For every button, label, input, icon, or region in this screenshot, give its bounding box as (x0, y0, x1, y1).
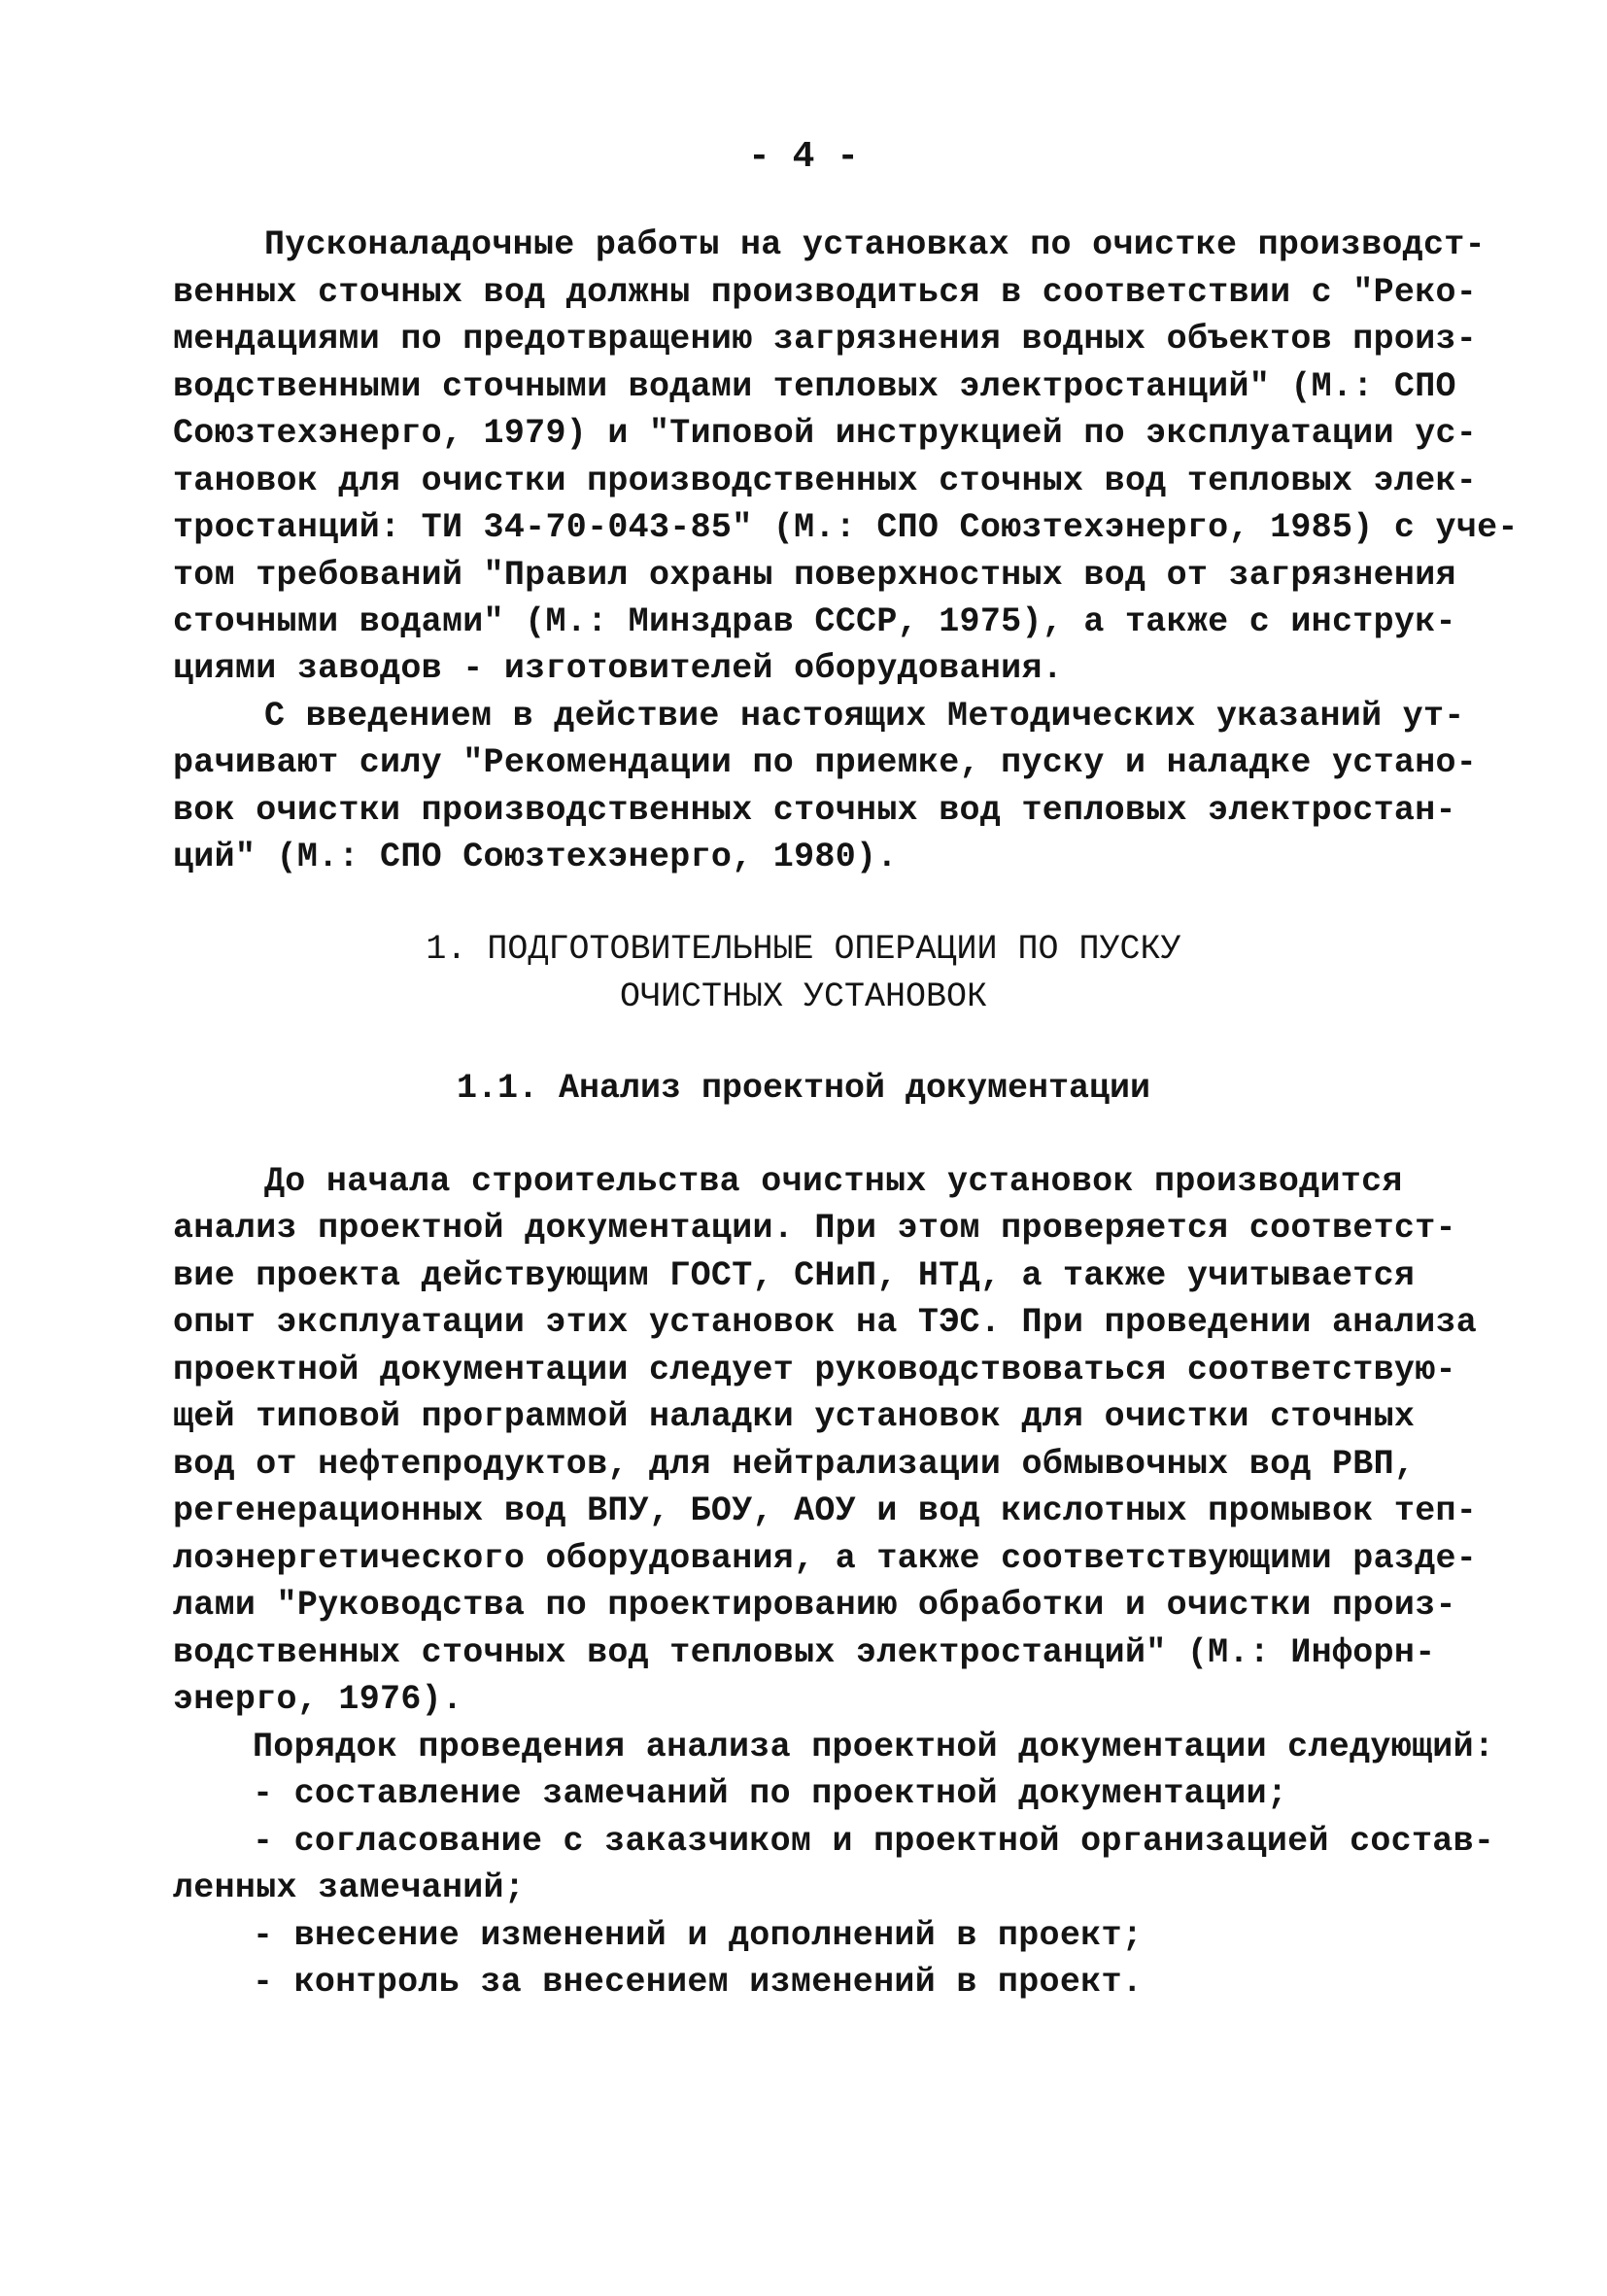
intro-line-13: вок очистки производственных сточных вод тепловых электростан- (173, 791, 1456, 830)
intro-line-3: мендациями по предотвращению загрязнения водных объектов произ- (173, 320, 1478, 359)
list-item-2: - согласование с заказчиком и проектной организацией состав- (253, 1822, 1495, 1861)
intro-line-6: тановок для очистки производственных сточных вод тепловых элек- (173, 462, 1478, 500)
intro-line-2: венных сточных вод должны производиться в соответствии с "Реко- (173, 273, 1478, 312)
page-number: - 4 - (747, 136, 860, 178)
intro-line-8: том требований "Правил охраны поверхностных вод от загрязнения (173, 556, 1456, 595)
intro-line-9: сточными водами" (М.: Минздрав СССР, 1975), а также с инструк- (173, 602, 1456, 641)
list-item-2-continued: ленных замечаний; (173, 1868, 526, 1907)
intro-line-4: водственными сточными водами тепловых электростанций" (М.: СПО (173, 367, 1456, 406)
body-line-3: вие проекта действующим ГОСТ, СНиП, НТД, а также учитывается (173, 1256, 1416, 1295)
section-heading-line-2: ОЧИСТНЫХ УСТАНОВОК (619, 977, 988, 1016)
intro-line-1: Пусконаладочные работы на установках по очистке производст- (264, 225, 1486, 264)
intro-line-14: ций" (М.: СПО Союзтехэнерго, 1980). (173, 838, 898, 876)
body-line-1: До начала строительства очистных установок производится (264, 1162, 1403, 1201)
list-item-1: - составление замечаний по проектной документации; (253, 1774, 1288, 1813)
body-line-7: вод от нефтепродуктов, для нейтрализации обмывочных вод РВП, (173, 1445, 1416, 1484)
body-line-2: анализ проектной документации. При этом проверяется соответст- (173, 1209, 1456, 1248)
list-item-3: - внесение изменений и дополнений в проект; (253, 1916, 1144, 1955)
body-line-9: лоэнергетического оборудования, а также соответствующими разде- (173, 1539, 1478, 1578)
section-heading-line-1: 1. ПОДГОТОВИТЕЛЬНЫЕ ОПЕРАЦИИ ПО ПУСКУ (426, 930, 1181, 969)
body-line-8: регенерационных вод ВПУ, БОУ, АОУ и вод кислотных промывок теп- (173, 1491, 1478, 1530)
intro-line-12: рачивают силу "Рекомендации по приемке, пуску и наладке устано- (173, 743, 1478, 782)
body-line-11: водственных сточных вод тепловых электростанций" (М.: Инфорн- (173, 1633, 1436, 1672)
body-line-5: проектной документации следует руководствоваться соответствую- (173, 1351, 1456, 1389)
body-line-13: Порядок проведения анализа проектной документации следующий: (253, 1728, 1495, 1766)
body-line-6: щей типовой программой наладки установок для очистки сточных (173, 1397, 1416, 1436)
body-line-10: лами "Руководства по проектированию обработки и очистки произ- (173, 1586, 1456, 1625)
intro-line-7: тростанций: ТИ 34-70-043-85" (М.: СПО Союзтехэнерго, 1985) с уче- (173, 508, 1519, 547)
list-item-4: - контроль за внесением изменений в проект. (253, 1963, 1144, 2002)
body-line-4: опыт эксплуатации этих установок на ТЭС. При проведении анализа (173, 1303, 1478, 1342)
intro-line-11: С введением в действие настоящих Методических указаний ут- (264, 697, 1465, 736)
body-line-12: энерго, 1976). (173, 1680, 463, 1719)
intro-line-10: циями заводов - изготовителей оборудования. (173, 649, 1064, 688)
subsection-heading: 1.1. Анализ проектной документации (456, 1069, 1151, 1108)
intro-line-5: Союзтехэнерго, 1979) и "Типовой инструкцией по эксплуатации ус- (173, 414, 1478, 453)
